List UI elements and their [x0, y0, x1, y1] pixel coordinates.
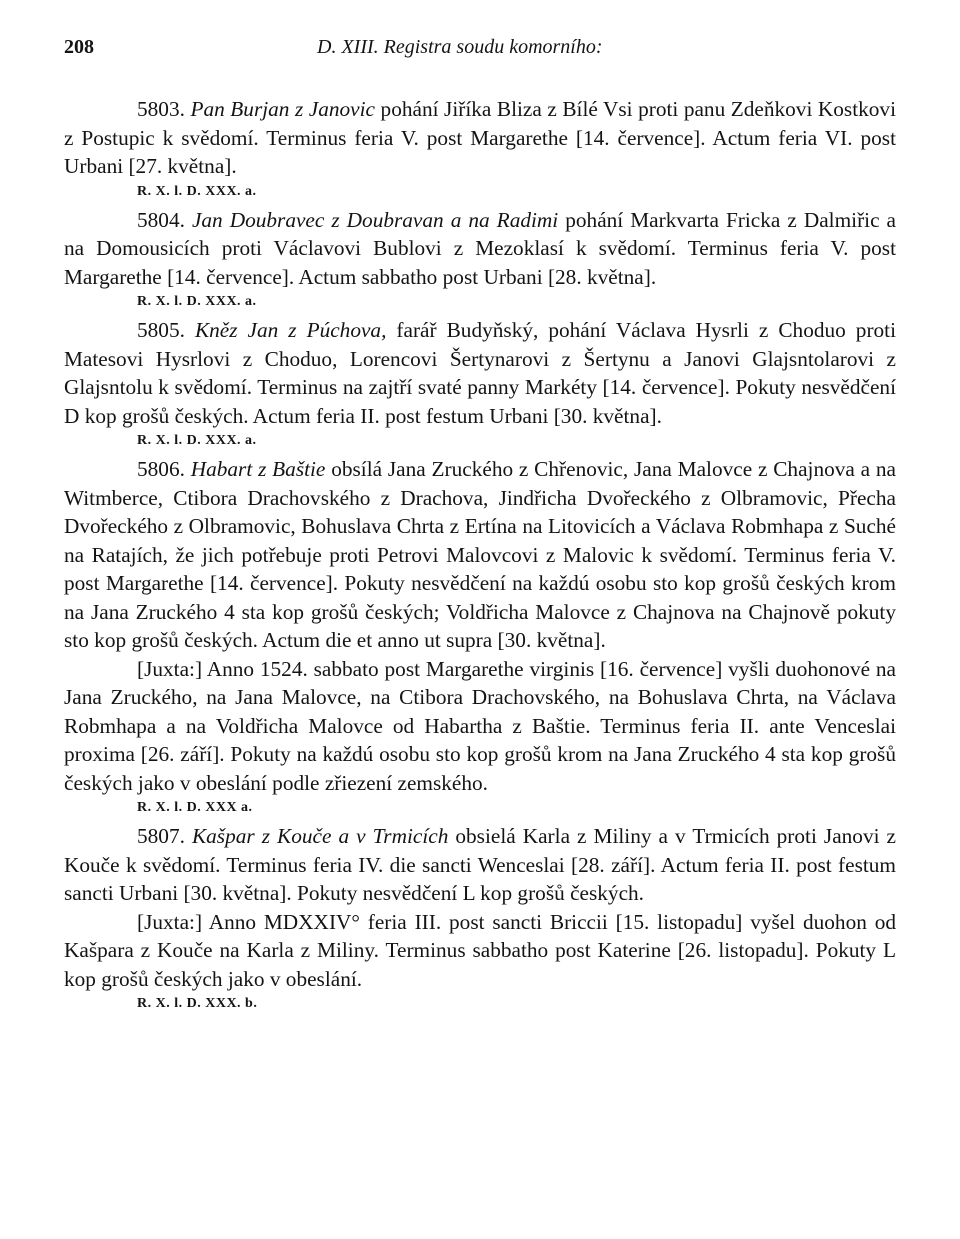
entry-5804	[64, 206, 896, 314]
entry-5806	[64, 455, 896, 819]
entry-text: pohání Markvarta Fricka z Dalmiřic a na Domousicích proti Václavovi Bublovi z Mezoklasí k svědomí. Terminus feria V. post Margarethe [14. července]. Actum sabbatho post Urbani [28. května].	[64, 207, 897, 289]
entry-party: Jan Doubravec z Doubravan a na Radimi	[191, 207, 559, 232]
entry-5807	[64, 822, 896, 1015]
entry-number: 5803.	[137, 97, 185, 121]
entry-number: 5806.	[137, 457, 185, 481]
entry-number: 5804.	[137, 207, 185, 232]
entry-5803	[64, 95, 896, 203]
entry-text: pohání Jiříka Bliza z Bílé Vsi proti panu Zdeňkovi Kostkovi z Postupic k svědomí. Terminus feria V. post Margarethe [14. července]. Actum feria VI. post Urbani [27. května].	[64, 97, 896, 178]
entry-party: Kašpar z Kouče a v Trmicích	[191, 824, 449, 848]
entry-party: Kněz Jan z Púchova,	[194, 318, 387, 342]
entry-party: Pan Burjan z Janovic	[190, 97, 376, 121]
archive-signature: R. X. l. D. XXX. a.	[137, 183, 257, 199]
entry-text: obsielá Karla z Miliny a v Trmicích proti Janovi z Kouče k svědomí. Terminus feria IV. die sancti Wenceslai [28. září]. Actum feria II. post festum sancti Urbani [30. května]. Pokuty nesvědčení L kop grošů českých.	[64, 824, 896, 905]
archive-signature: R. X. l. D. XXX. a.	[137, 294, 257, 309]
entry-paragraph	[64, 455, 896, 655]
juxta-note: [Juxta:] Anno MDXXIV° feria III. post sancti Briccii [15. listopadu] vyšel duohon od Kašpara z Kouče na Karla z Miliny. Terminus sabbatho post Katerine [26. listopadu]. Pokuty L kop grošů českých jako v obeslání.	[64, 909, 896, 991]
entry-number: 5805.	[137, 318, 185, 342]
entry-paragraph	[64, 206, 896, 292]
entry-5805	[64, 316, 896, 452]
running-title: D. XIII. Registra soudu komorního:	[317, 36, 603, 58]
running-head	[64, 36, 896, 66]
entry-paragraph	[64, 822, 896, 908]
page-number: 208	[64, 36, 94, 58]
document-body	[64, 95, 896, 1015]
archive-signature: R. X. l. D. XXX a.	[137, 800, 253, 815]
entry-number: 5807.	[137, 824, 185, 848]
archive-signature: R. X. l. D. XXX. a.	[137, 433, 257, 448]
entry-paragraph	[64, 316, 896, 430]
juxta-note: [Juxta:] Anno 1524. sabbato post Margarethe virginis [16. července] vyšli duohonové na Jana Zruckého, na Jana Malovce, na Ctibora Drachovského, na Bohuslava Chrta, na Václava Robmhapa a na Voldřicha Malovce od Habartha z Baštie. Terminus feria II. ante Venceslai proxima [26. září]. Pokuty na každú osobu sto kop grošů krom na Jana Zruckého 4 sta kop grošů českých jako v obeslání podle zřiezení zemského.	[64, 656, 896, 795]
document-page	[64, 36, 896, 1018]
entry-party: Habart z Baštie	[190, 457, 326, 481]
entry-paragraph	[64, 95, 896, 181]
entry-text: farář Budyňský, pohání Václava Hysrli z Choduo proti Matesovi Hysrlovi z Choduo, Lorencovi Šertynarovi z Šertynu a Janovi Glajsntolarovi z Glajsntolu k svědomí. Terminus na zajtří svaté panny Markéty [14. července]. Pokuty nesvědčení D kop grošů českých. Actum feria II. post festum Urbani [30. května].	[64, 318, 897, 428]
archive-signature: R. X. l. D. XXX. b.	[137, 996, 258, 1011]
entry-text: obsílá Jana Zruckého z Chřenovic, Jana Malovce z Chajnova a na Witmberce, Ctibora Drachovského z Drachova, Jindřicha Dvořeckého z Olbramovic, Přecha Dvořeckého z Olbramovic, Bohuslava Chrta z Ertína na Litovicích a Václava Robmhapa z Suché na Ratajích, že jich potřebuje proti Petrovi Malovcovi z Malovic k svědomí. Terminus feria V. post Margarethe [14. července]. Pokuty nesvědčení na každú osobu sto kop grošů českých krom na Jana Zruckého 4 sta kop grošů českých; Voldřicha Malovce z Chajnova na Chajnově pokuty sto kop grošů českých. Actum die et anno ut supra [30. května].	[64, 457, 897, 652]
